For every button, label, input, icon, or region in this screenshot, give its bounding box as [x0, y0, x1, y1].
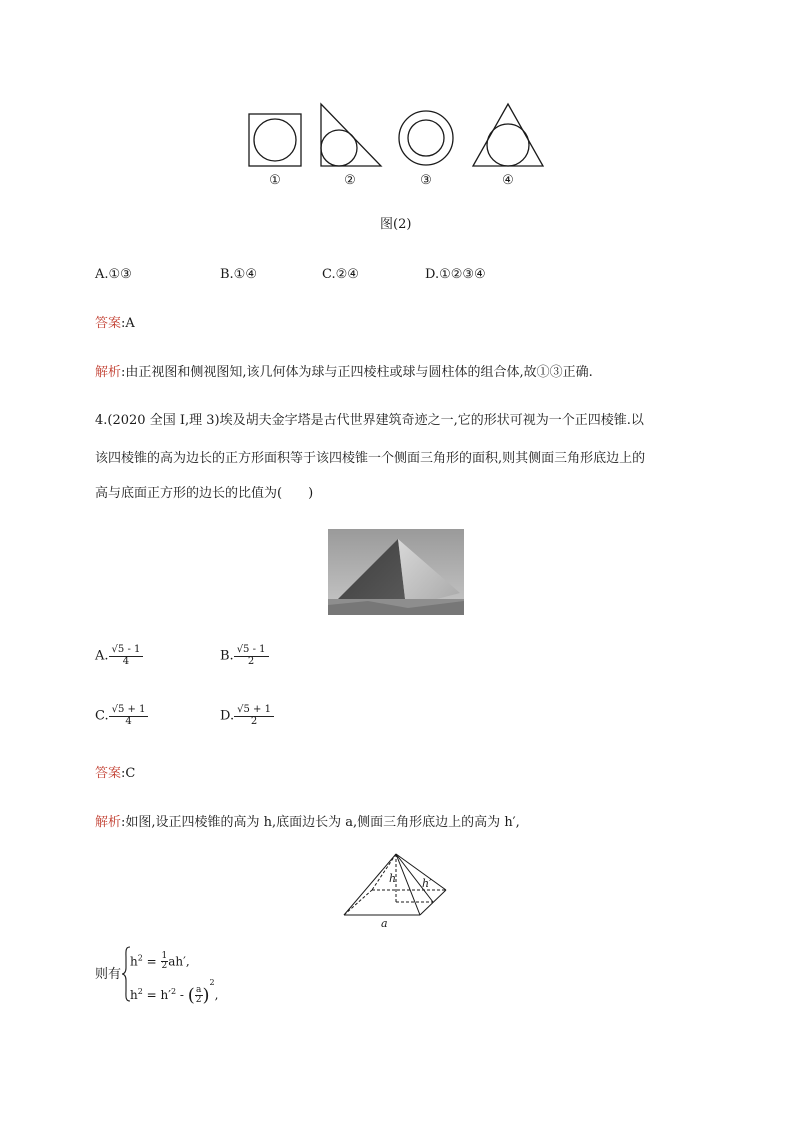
q4-stem-line-1: 4.(2020 全国 Ⅰ,理 3)埃及胡夫金字塔是古代世界建筑奇迹之一,它的形状可视为一个正四棱锥.以 — [95, 413, 644, 428]
q4-answer-label: 答案 — [95, 766, 122, 781]
q4-option-c — [95, 705, 148, 727]
q4-option-a — [95, 645, 143, 667]
q4-option-b-num: √5 - 1 — [234, 645, 269, 657]
eq1-eq: = — [142, 954, 161, 969]
view-3-ring — [399, 111, 453, 165]
eq1-frac-num: 1 — [161, 951, 168, 961]
q4-option-a-letter: A. — [95, 648, 109, 664]
q4-option-b — [220, 645, 269, 667]
q4-option-b-fraction — [234, 645, 269, 667]
pyramid-label-a: a — [381, 917, 388, 930]
q3-option-d: D.①②③④ — [425, 267, 486, 282]
q4-option-d-letter: D. — [220, 708, 235, 724]
q4-option-a-fraction — [109, 645, 144, 667]
figure-2-views — [240, 100, 560, 175]
q3-analysis-text: :由正视图和侧视图知,该几何体为球与正四棱柱或球与圆柱体的组合体,故①③正确. — [121, 365, 593, 380]
q4-analysis-label: 解析 — [95, 815, 122, 830]
q4-option-c-num: √5 + 1 — [109, 705, 149, 717]
q3-answer — [95, 317, 135, 330]
system-prefix: 则有 — [95, 967, 122, 982]
q4-option-c-den: 4 — [125, 715, 132, 727]
pyramid-label-h-prime: h′ — [422, 877, 432, 890]
eq2-sup2: 2 — [170, 987, 177, 996]
eq1-sup: 2 — [137, 953, 143, 963]
pyramid-label-h: h — [389, 872, 397, 885]
q4-option-d — [220, 705, 274, 727]
q4-option-d-num: √5 + 1 — [234, 705, 274, 717]
view-3-label: ③ — [420, 173, 432, 188]
eq2-sup3: 2 — [209, 978, 215, 987]
eq2-mid: = h′ — [142, 988, 171, 1002]
eq2-lhs: h — [130, 988, 138, 1002]
figure-2-caption: 图(2) — [380, 217, 412, 232]
q4-option-d-den: 2 — [250, 715, 258, 727]
eq2-paren-open: ( — [187, 985, 195, 1006]
q4-option-a-den: 4 — [122, 655, 130, 667]
q4-answer-value: :C — [121, 766, 136, 781]
eq1-frac-den: 2 — [161, 961, 168, 972]
eq1-rest: ah′, — [168, 954, 190, 969]
view-1-square-circle — [249, 114, 301, 166]
eq2-frac-num: a — [195, 984, 202, 995]
q3-option-a: A.①③ — [95, 267, 132, 282]
pyramid-diagram — [340, 850, 452, 932]
equation-1 — [130, 952, 190, 972]
q4-option-a-num: √5 - 1 — [109, 645, 144, 657]
q3-answer-value: :A — [121, 316, 135, 331]
view-4-triangle-circle — [473, 104, 543, 166]
q4-option-b-den: 2 — [247, 655, 255, 667]
q4-option-d-fraction — [234, 705, 274, 727]
view-4-label: ④ — [502, 173, 514, 188]
eq2-paren-close: ) — [202, 985, 210, 1006]
q3-option-b: B.①④ — [220, 267, 257, 282]
q4-analysis — [95, 816, 520, 829]
q3-analysis — [95, 366, 593, 379]
q3-answer-label: 答案 — [95, 316, 122, 331]
eq2-end: , — [214, 988, 219, 1002]
pyramid-photo — [328, 529, 464, 615]
q4-answer — [95, 767, 135, 780]
eq2-sup: 2 — [137, 987, 143, 996]
equation-2 — [130, 978, 218, 1006]
q4-option-b-letter: B. — [220, 648, 234, 664]
view-2-label: ② — [344, 173, 356, 188]
q4-option-c-fraction — [109, 705, 149, 727]
q4-option-c-letter: C. — [95, 708, 109, 724]
eq2-frac-den: 2 — [195, 995, 202, 1005]
q3-analysis-label: 解析 — [95, 365, 122, 380]
q4-analysis-text: :如图,设正四棱锥的高为 h,底面边长为 a,侧面三角形底边上的高为 h′, — [121, 815, 520, 830]
q3-option-c: C.②④ — [322, 267, 359, 282]
eq1-lhs: h — [130, 954, 138, 969]
eq2-minus: - — [176, 988, 188, 1002]
view-2-right-triangle-circle — [321, 104, 381, 166]
view-1-label: ① — [269, 173, 281, 188]
q4-stem-line-3: 高与底面正方形的边长的比值为( ) — [95, 486, 314, 501]
eq2-fraction — [195, 986, 203, 1006]
q4-stem-line-2: 该四棱锥的高为边长的正方形面积等于该四棱锥一个侧面三角形的面积,则其侧面三角形底边上的 — [95, 451, 646, 466]
